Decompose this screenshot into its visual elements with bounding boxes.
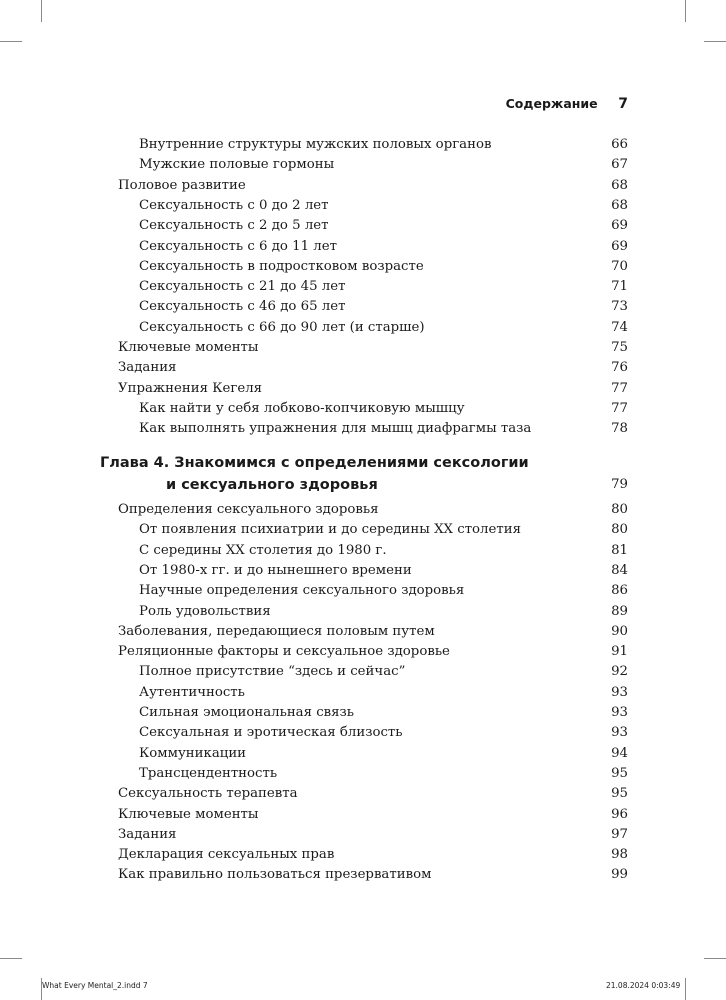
section-title: Содержание [505,96,598,111]
toc-entry-title: Как правильно пользоваться презервативом [118,867,432,883]
toc-entry-title: Полное присутствие “здесь и сейчас” [139,664,406,680]
timestamp-slug: 21.08.2024 0:03:49 [606,981,681,990]
toc-entry-page: 71 [611,279,628,295]
crop-mark [0,958,22,959]
toc-entry-title: Сексуальность с 6 до 11 лет [139,238,337,254]
toc-entry-page: 92 [611,664,628,680]
toc-entry-title: Аутентичность [139,684,245,700]
toc-entry-page: 68 [611,177,628,193]
toc-entry-page: 73 [611,299,628,315]
toc-entry-page: 68 [611,197,628,213]
toc-entry-page: 93 [611,725,628,741]
toc-entry-page: 75 [611,340,628,355]
toc-entry-page: 77 [611,380,628,396]
crop-mark [41,0,42,22]
toc-entry-page: 95 [611,765,628,781]
crop-mark [704,41,726,42]
toc-entry-title: Задания [118,826,177,842]
toc-entry-title: Заболевания, передающиеся половым путем [118,623,435,639]
toc-entry-page: 67 [611,157,628,173]
crop-mark [685,0,686,22]
toc-entry-title: Как найти у себя лобково-копчиковую мышцу [139,400,465,416]
toc-entry-title: Роль удовольствия [139,603,271,619]
toc-entry-page: 81 [611,542,628,558]
toc-entry-title: Сексуальность с 21 до 45 лет [139,279,346,295]
toc-entry-page: 97 [611,826,628,842]
toc-entry-title: Сексуальность с 46 до 65 лет [139,299,346,315]
toc-entry-page: 86 [611,583,628,599]
toc-entry-page: 74 [611,319,628,335]
toc-entry-title: Ключевые моменты [118,806,259,822]
chapter-title-line-1: Глава 4. Знакомимся с определениями сексологии [100,455,529,471]
toc-entry-page: 66 [611,137,628,152]
toc-entry-page: 76 [611,360,628,376]
toc-entry-page: 84 [611,562,628,578]
toc-entry-title: Научные определения сексуального здоровья [139,583,465,599]
toc-entry-title: Ключевые моменты [118,340,259,355]
toc-entry-title: Упражнения Кегеля [118,380,263,396]
toc-entry-page: 80 [611,522,628,538]
running-head [0,96,628,116]
page-number: 7 [618,96,628,112]
toc-entry-title: Определения сексуального здоровья [118,502,379,517]
toc-entry-title: Сексуальность с 2 до 5 лет [139,218,329,234]
toc-entry-title: С середины XX столетия до 1980 г. [139,542,387,558]
toc-entry-page: 91 [611,644,628,660]
chapter-page-number: 79 [611,477,628,492]
toc-entry-page: 99 [611,867,628,883]
toc-entry-title: Сексуальная и эротическая близость [139,725,403,741]
toc-entry-page: 93 [611,684,628,700]
toc-entry-title: Сексуальность в подростковом возрасте [139,258,424,274]
toc-entry-title: От появления психиатрии и до середины XX столетия [139,522,521,538]
toc-entry-title: Мужские половые гормоны [139,157,335,173]
toc-entry-page: 96 [611,806,628,822]
crop-mark [704,958,726,959]
toc-entry-title: Реляционные факторы и сексуальное здоровье [118,644,450,660]
toc-entry-page: 98 [611,847,628,863]
toc-entry-title: Декларация сексуальных прав [118,847,335,863]
toc-entry-title: Сексуальность с 66 до 90 лет (и старше) [139,319,425,335]
toc-entry-title: Как выполнять упражнения для мышц диафрагмы таза [139,421,532,437]
toc-entry-page: 94 [611,745,628,761]
toc-entry-title: Половое развитие [118,177,246,193]
chapter-heading [0,453,726,497]
toc-entry-title: Задания [118,360,177,376]
toc-entry-title: Трансцендентность [139,765,278,781]
toc-entry-page: 89 [611,603,628,619]
toc-entry-page: 69 [611,218,628,234]
toc-entry-page: 70 [611,258,628,274]
crop-mark [685,978,686,1000]
crop-mark [0,41,22,42]
toc-entry-page: 69 [611,238,628,254]
toc-entry-title: Сексуальность с 0 до 2 лет [139,197,329,213]
toc-entry-page: 95 [611,786,628,802]
toc-entry-title: Внутренние структуры мужских половых органов [139,137,492,152]
file-name-slug: What Every Mental_2.indd 7 [42,981,148,990]
toc-entry-title: Сильная эмоциональная связь [139,705,355,720]
chapter-title-line-2: и сексуального здоровья [166,477,378,493]
toc-entry-page: 78 [611,421,628,437]
toc-entry-page: 90 [611,623,628,639]
toc-entry-title: Коммуникации [139,745,247,761]
toc-entry-title: От 1980-х гг. и до нынешнего времени [139,562,412,578]
toc-entry-page: 93 [611,705,628,720]
toc-entry-page: 80 [611,502,628,517]
toc-entry-title: Сексуальность терапевта [118,786,298,802]
toc-entry-page: 77 [611,400,628,416]
